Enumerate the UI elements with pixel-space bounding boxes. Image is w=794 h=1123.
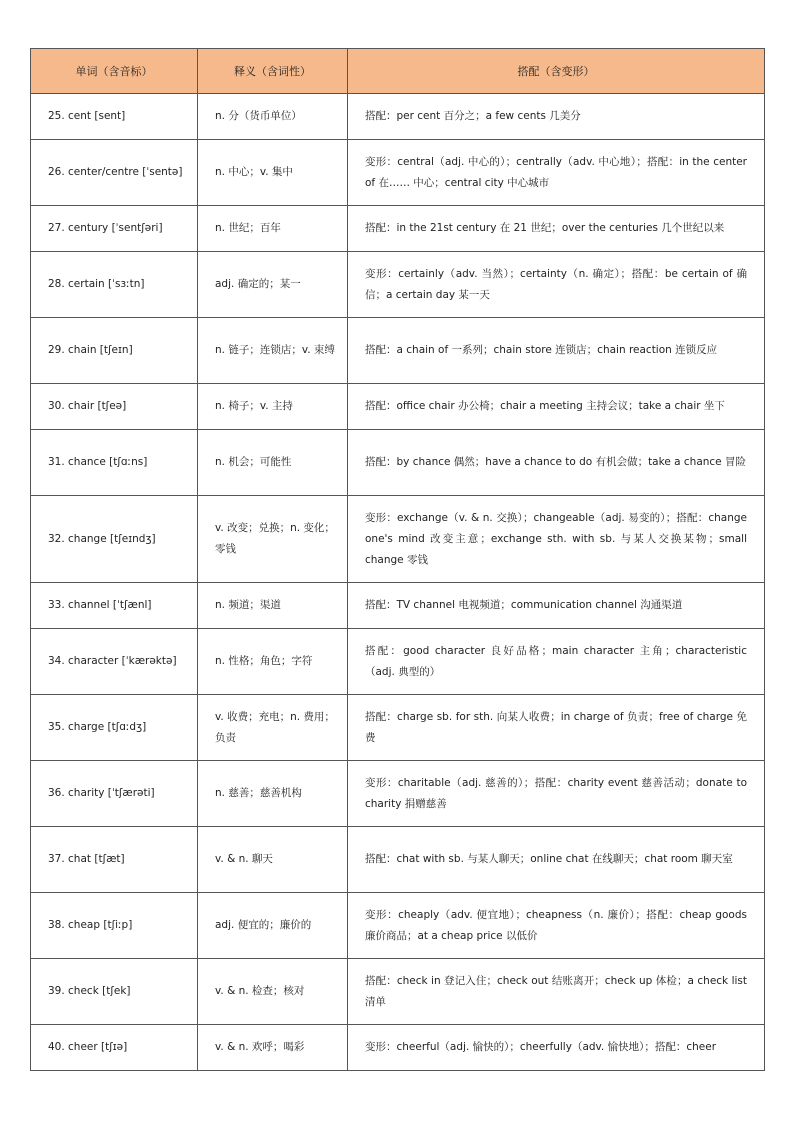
meaning-cell: n. 机会；可能性	[198, 430, 348, 496]
meaning-cell: adj. 便宜的；廉价的	[198, 893, 348, 959]
table-row	[31, 318, 765, 384]
table-row	[31, 893, 765, 959]
meaning-cell: v. & n. 欢呼；喝彩	[198, 1025, 348, 1071]
meaning-cell: v. & n. 检查；核对	[198, 959, 348, 1025]
usage-cell: 搭配：per cent 百分之；a few cents 几美分	[348, 94, 765, 140]
usage-cell: 变形：certainly（adv. 当然）；certainty（n. 确定）；搭配：be certain of 确信；a certain day 某一天	[348, 252, 765, 318]
meaning-cell: v. & n. 聊天	[198, 827, 348, 893]
usage-cell: 搭配：office chair 办公椅；chair a meeting 主持会议；take a chair 坐下	[348, 384, 765, 430]
meaning-cell: n. 世纪；百年	[198, 206, 348, 252]
header-row	[31, 49, 765, 94]
word-cell: 34. character [ˈkærəktə]	[31, 629, 198, 695]
usage-cell: 搭配：in the 21st century 在 21 世纪；over the centuries 几个世纪以来	[348, 206, 765, 252]
meaning-cell: n. 中心；v. 集中	[198, 140, 348, 206]
header-meaning: 释义（含词性）	[198, 49, 348, 94]
meaning-cell: n. 慈善；慈善机构	[198, 761, 348, 827]
word-cell: 32. change [tʃeɪndʒ]	[31, 496, 198, 583]
table-row	[31, 384, 765, 430]
table-row	[31, 959, 765, 1025]
table-row	[31, 252, 765, 318]
meaning-cell: n. 频道；渠道	[198, 583, 348, 629]
table-row	[31, 496, 765, 583]
table-row	[31, 629, 765, 695]
meaning-cell: n. 性格；角色；字符	[198, 629, 348, 695]
word-cell: 40. cheer [tʃɪə]	[31, 1025, 198, 1071]
word-cell: 28. certain [ˈsɜːtn]	[31, 252, 198, 318]
table-row	[31, 430, 765, 496]
table-row	[31, 206, 765, 252]
word-cell: 36. charity [ˈtʃærəti]	[31, 761, 198, 827]
usage-cell: 搭配：TV channel 电视频道；communication channel 沟通渠道	[348, 583, 765, 629]
table-row	[31, 94, 765, 140]
table-row	[31, 140, 765, 206]
table-row	[31, 1025, 765, 1071]
usage-cell: 变形：exchange（v. & n. 交换）；changeable（adj. 易变的）；搭配：change one's mind 改变主意；exchange sth. with sb. 与某人交换某物；small change 零钱	[348, 496, 765, 583]
meaning-cell: n. 链子；连锁店；v. 束缚	[198, 318, 348, 384]
word-cell: 33. channel [ˈtʃænl]	[31, 583, 198, 629]
table-row	[31, 583, 765, 629]
word-cell: 27. century [ˈsentʃəri]	[31, 206, 198, 252]
meaning-cell: n. 分（货币单位）	[198, 94, 348, 140]
word-cell: 31. chance [tʃɑːns]	[31, 430, 198, 496]
word-cell: 25. cent [sent]	[31, 94, 198, 140]
usage-cell: 搭配：by chance 偶然；have a chance to do 有机会做；take a chance 冒险	[348, 430, 765, 496]
meaning-cell: v. 收费；充电；n. 费用；负责	[198, 695, 348, 761]
usage-cell: 搭配：good character 良好品格；main character 主角；characteristic（adj. 典型的）	[348, 629, 765, 695]
usage-cell: 搭配：a chain of 一系列；chain store 连锁店；chain reaction 连锁反应	[348, 318, 765, 384]
usage-cell: 搭配：charge sb. for sth. 向某人收费；in charge of 负责；free of charge 免费	[348, 695, 765, 761]
meaning-cell: v. 改变；兑换；n. 变化；零钱	[198, 496, 348, 583]
table-row	[31, 695, 765, 761]
table-row	[31, 761, 765, 827]
usage-cell: 搭配：check in 登记入住；check out 结账离开；check up 体检；a check list 清单	[348, 959, 765, 1025]
vocabulary-table	[30, 48, 765, 1071]
usage-cell: 变形：charitable（adj. 慈善的）；搭配：charity event 慈善活动；donate to charity 捐赠慈善	[348, 761, 765, 827]
word-cell: 35. charge [tʃɑːdʒ]	[31, 695, 198, 761]
usage-cell: 变形：cheerful（adj. 愉快的）；cheerfully（adv. 愉快地）；搭配：cheer	[348, 1025, 765, 1071]
word-cell: 38. cheap [tʃiːp]	[31, 893, 198, 959]
meaning-cell: n. 椅子；v. 主持	[198, 384, 348, 430]
word-cell: 37. chat [tʃæt]	[31, 827, 198, 893]
header-word: 单词（含音标）	[31, 49, 198, 94]
usage-cell: 变形：cheaply（adv. 便宜地）；cheapness（n. 廉价）；搭配：cheap goods 廉价商品；at a cheap price 以低价	[348, 893, 765, 959]
usage-cell: 变形：central（adj. 中心的）；centrally（adv. 中心地）；搭配：in the center of 在…… 中心；central city 中心城市	[348, 140, 765, 206]
table-row	[31, 827, 765, 893]
word-cell: 29. chain [tʃeɪn]	[31, 318, 198, 384]
word-cell: 39. check [tʃek]	[31, 959, 198, 1025]
header-usage: 搭配（含变形）	[348, 49, 765, 94]
meaning-cell: adj. 确定的；某一	[198, 252, 348, 318]
usage-cell: 搭配：chat with sb. 与某人聊天；online chat 在线聊天；chat room 聊天室	[348, 827, 765, 893]
word-cell: 30. chair [tʃeə]	[31, 384, 198, 430]
word-cell: 26. center/centre [ˈsentə]	[31, 140, 198, 206]
